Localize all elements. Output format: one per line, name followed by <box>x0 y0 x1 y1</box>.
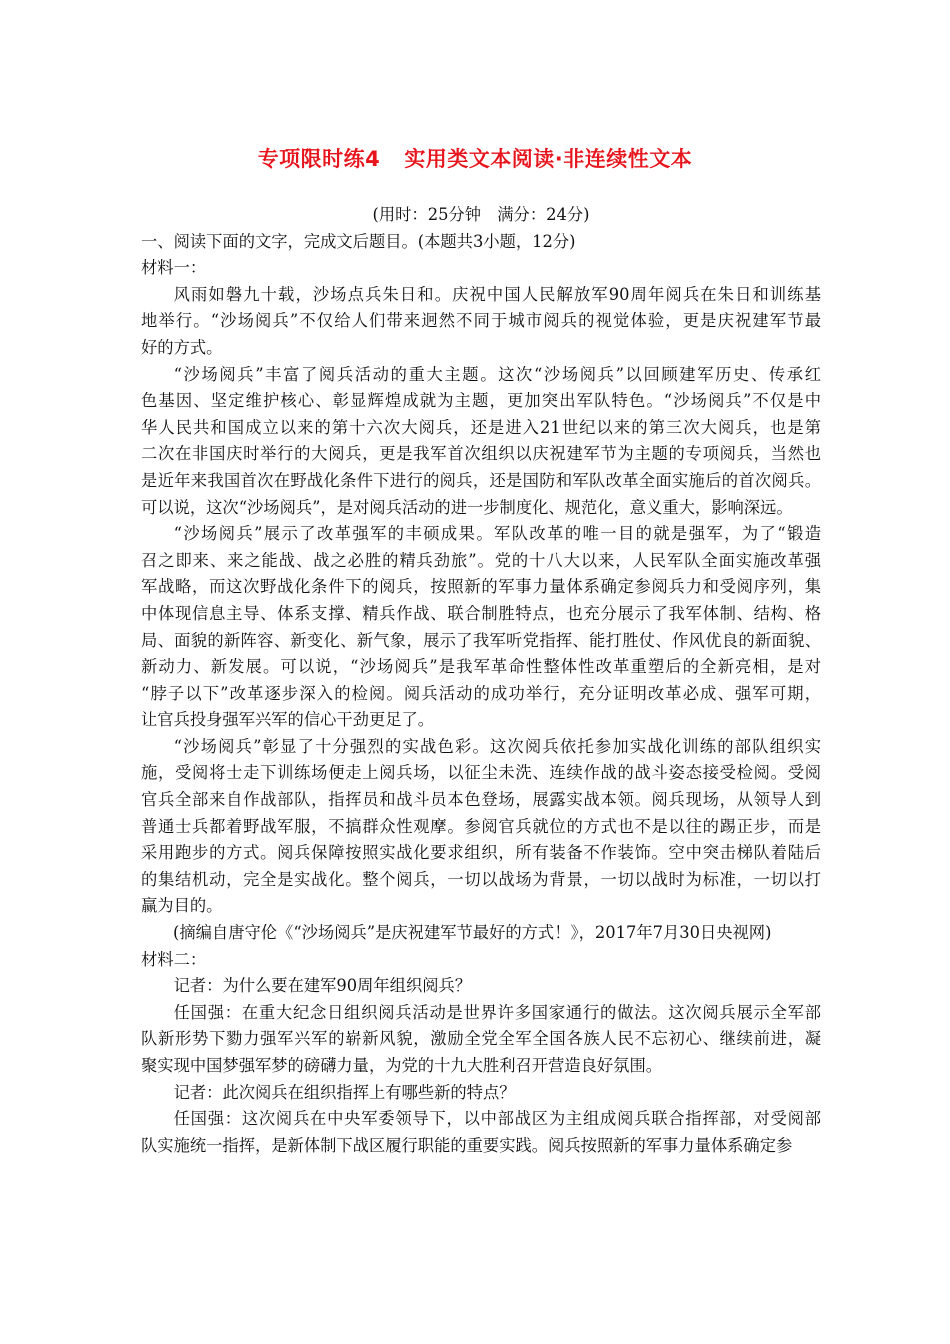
paragraph <box>141 282 821 362</box>
document-title <box>0 143 950 173</box>
paragraph <box>141 973 821 1000</box>
paragraph <box>141 1080 821 1107</box>
text-line: 队实施统一指挥，是新体制下战区履行职能的重要实践。阅兵按照新的军事力量体系确定参 <box>141 1135 793 1155</box>
source-citation: (摘编自唐守伦《“沙场阅兵”是庆祝建军节最好的方式！》，2017年7月30日央视网) <box>173 923 772 943</box>
text-line: 采用跑步的方式。阅兵保障按照实战化要求组织，所有装备不作装饰。空中突击梯队着陆后 <box>141 843 821 863</box>
text-line: 新动力、新发展。可以说，“沙场阅兵”是我军革命性整体性改革重塑后的全新亮相，是对 <box>141 657 821 677</box>
text-line: 施，受阅将士走下训练场便走上阅兵场，以征尘未洗、连续作战的战斗姿态接受检阅。受阅 <box>141 763 821 783</box>
text-line: 普通士兵都着野战军服，不搞群众性观摩。参阅官兵就位的方式也不是以往的踢正步，而是 <box>141 816 821 836</box>
text-line: 聚实现中国梦强军梦的磅礴力量，为党的十九大胜利召开营造良好氛围。 <box>141 1056 663 1075</box>
document-body <box>141 202 821 1159</box>
text-line: 记者：此次阅兵在组织指挥上有哪些新的特点？ <box>173 1082 516 1102</box>
text-line: 是近年来我国首次在野战化条件下进行的阅兵，还是国防和军队改革全面实施后的首次阅兵。 <box>141 470 821 490</box>
text-line: 色基因、坚定维护核心、彰显辉煌成就为主题，更加突出军队特色。“沙场阅兵”不仅是中 <box>141 391 821 411</box>
material-1 <box>141 255 821 946</box>
material-2 <box>141 947 821 1160</box>
text-line: 中体现信息主导、体系支撑、精兵作战、联合制胜特点，也充分展示了我军体制、结构、格 <box>141 603 821 623</box>
text-line: “脖子以下”改革逐步深入的检阅。阅兵活动的成功举行，充分证明改革必成、强军可期， <box>141 683 821 703</box>
paragraph <box>141 1106 821 1159</box>
text-line: 二次在非国庆时举行的大阅兵，更是我军首次组织以庆祝建军节为主题的专项阅兵，当然也 <box>141 444 821 464</box>
material-2-paragraphs <box>141 973 821 1159</box>
text-line: “沙场阅兵”展示了改革强军的丰硕成果。军队改革的唯一目的就是强军，为了“锻造 <box>173 524 821 544</box>
paragraph <box>141 734 821 920</box>
text-line: 的集结机动，完全是实战化。整个阅兵，一切以战场为背景，一切以战时为标准，一切以打 <box>141 869 821 889</box>
text-line: 召之即来、来之能战、战之必胜的精兵劲旅”。党的十八大以来，人民军队全面实施改革强 <box>141 550 821 570</box>
text-line: “沙场阅兵”彰显了十分强烈的实战色彩。这次阅兵依托参加实战化训练的部队组织实 <box>173 736 821 756</box>
title-sub: 实用类文本阅读·非连续性文本 <box>404 147 693 171</box>
material-heading: 材料二： <box>141 949 207 969</box>
text-line: 任国强：这次阅兵在中央军委领导下，以中部战区为主组成阅兵联合指挥部，对受阅部 <box>173 1109 821 1129</box>
text-line: 任国强：在重大纪念日组织阅兵活动是世界许多国家通行的做法。这次阅兵展示全军部 <box>173 1002 821 1022</box>
text-line: 地举行。“沙场阅兵”不仅给人们带来迥然不同于城市阅兵的视觉体验，更是庆祝建军节最 <box>141 311 821 331</box>
text-line: 赢为目的。 <box>141 896 223 916</box>
text-line: 官兵全部来自作战部队，指挥员和战斗员本色登场，展露实战本领。阅兵现场，从领导人到 <box>141 790 821 810</box>
paragraph <box>141 362 821 522</box>
text-line: 风雨如磐九十载，沙场点兵朱日和。庆祝中国人民解放军90周年阅兵在朱日和训练基 <box>173 284 821 304</box>
instruction: 一、阅读下面的文字，完成文后题目。(本题共3小题，12分) <box>141 231 576 251</box>
text-line: 可以说，这次“沙场阅兵”，是对阅兵活动的进一步制度化、规范化，意义重大，影响深远。 <box>141 497 793 517</box>
text-line: 队新形势下勠力强军兴军的崭新风貌，激励全党全军全国各族人民不忘初心、继续前进，凝 <box>141 1029 821 1049</box>
paragraph <box>141 521 821 734</box>
text-line: 华人民共和国成立以来的第十六次大阅兵，还是进入21世纪以来的第三次大阅兵，也是第 <box>141 417 821 437</box>
paragraph <box>141 1000 821 1080</box>
time-info: (用时：25分钟 满分：24分) <box>372 205 590 224</box>
text-line: 好的方式。 <box>141 337 223 357</box>
text-line: 让官兵投身强军兴军的信心干劲更足了。 <box>141 710 435 730</box>
text-line: “沙场阅兵”丰富了阅兵活动的重大主题。这次“沙场阅兵”以回顾建军历史、传承红 <box>173 364 821 384</box>
text-line: 局、面貌的新阵容、新变化、新气象，展示了我军听党指挥、能打胜仗、作风优良的新面貌、 <box>141 630 821 650</box>
text-line: 记者：为什么要在建军90周年组织阅兵？ <box>173 976 472 996</box>
title-main: 专项限时练4 <box>257 147 381 171</box>
material-heading: 材料一： <box>141 258 207 278</box>
text-line: 军战略，而这次野战化条件下的阅兵，按照新的军事力量体系确定参阅兵力和受阅序列，集 <box>141 577 821 597</box>
material-1-paragraphs <box>141 282 821 920</box>
